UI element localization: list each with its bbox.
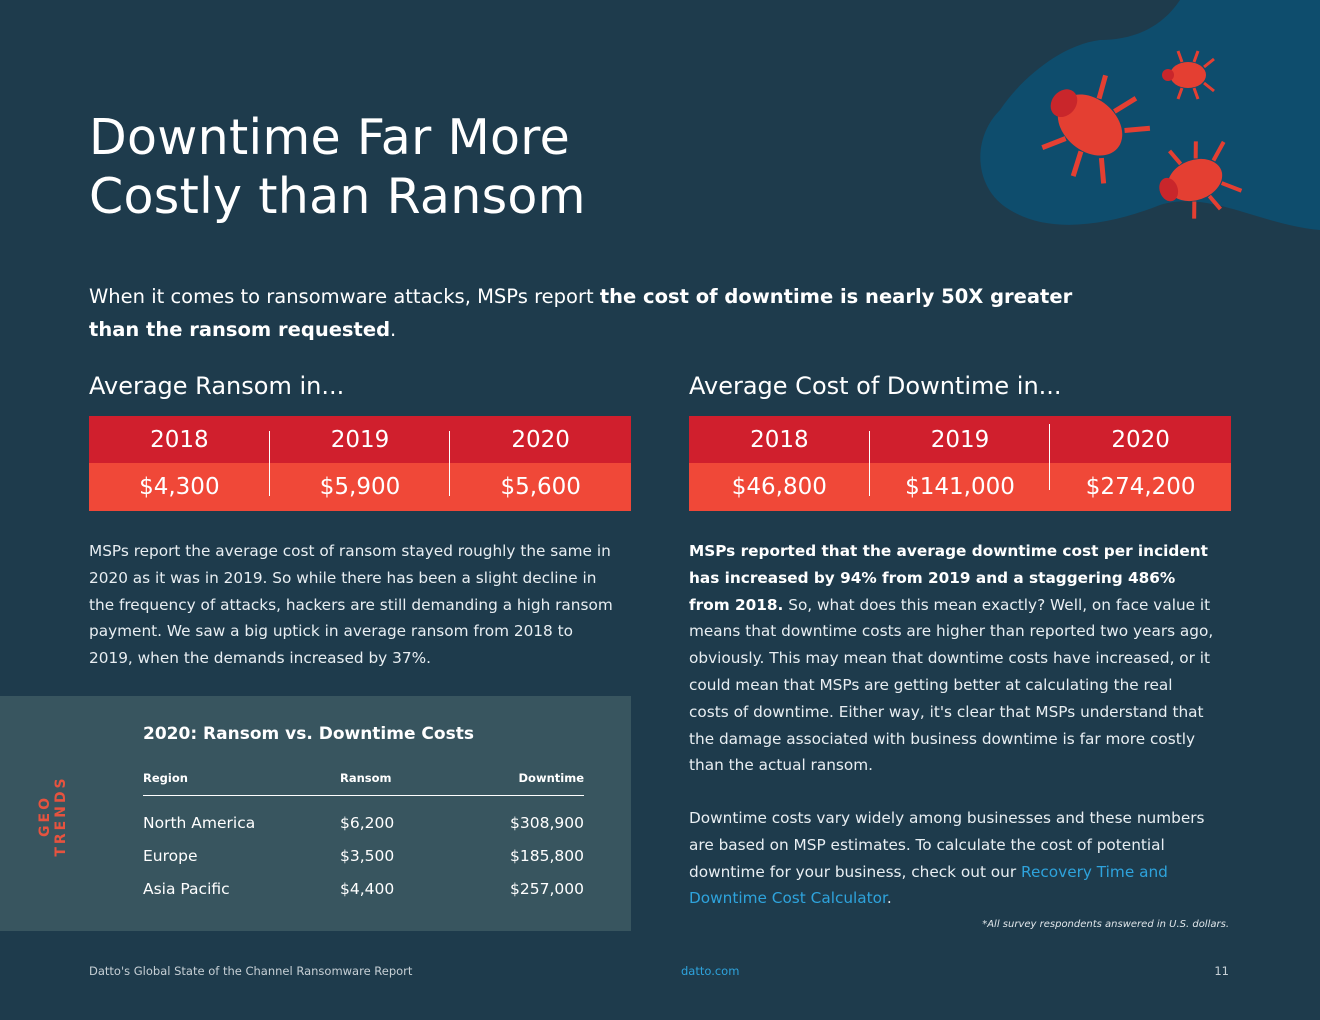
geo-table-title: 2020: Ransom vs. Downtime Costs xyxy=(143,724,474,744)
ransom-description: MSPs report the average cost of ransom stayed roughly the same in 2020 as it was in 2019. So while there has been a slight decline in the frequency of attacks, hackers are still demanding a high ransom payment. We saw a big uptick in average ransom from 2018 to 2019, when the demands increased by 37%. xyxy=(89,542,613,668)
downtime-value: $274,200 xyxy=(1085,474,1196,500)
geo-header-region: Region xyxy=(143,771,188,785)
downtime-year: 2018 xyxy=(750,426,809,453)
downtime-table xyxy=(689,416,1231,511)
downtime-description xyxy=(689,538,1214,779)
geo-header-downtime: Downtime xyxy=(518,771,584,785)
title-line-2: Costly than Ransom xyxy=(89,168,586,225)
geo-downtime: $308,900 xyxy=(510,814,584,832)
downtime-heading: Average Cost of Downtime in... xyxy=(689,372,1062,400)
intro-end: . xyxy=(390,318,397,341)
footer-site-link[interactable]: datto.com xyxy=(681,964,740,978)
column-divider xyxy=(269,431,270,496)
ransom-value: $5,600 xyxy=(500,474,581,500)
ransom-heading: Average Ransom in... xyxy=(89,372,345,400)
column-divider xyxy=(1049,424,1050,490)
geo-downtime: $257,000 xyxy=(510,880,584,898)
footnote: *All survey respondents answered in U.S. dollars. xyxy=(982,919,1229,930)
calculator-link[interactable]: Recovery Time and Downtime Cost Calculator xyxy=(689,862,1168,908)
calculator-text: Downtime costs vary widely among businesses and these numbers are based on MSP estimates. To calculate the cost of potential downtime for your business, check out our xyxy=(689,809,1205,881)
title-line-1: Downtime Far More xyxy=(89,109,571,166)
geo-region: North America xyxy=(143,814,256,832)
downtime-value: $46,800 xyxy=(731,474,827,500)
page-number: 11 xyxy=(1214,964,1229,978)
intro-paragraph xyxy=(89,280,1089,346)
geo-ransom: $3,500 xyxy=(340,847,395,865)
downtime-value: $141,000 xyxy=(905,474,1015,500)
geo-trends-label: GEO TRENDS xyxy=(37,775,69,857)
calculator-text-end: . xyxy=(886,889,892,908)
ransom-year: 2019 xyxy=(330,426,390,453)
geo-region: Europe xyxy=(143,847,198,865)
blob-shape xyxy=(980,0,1320,230)
geo-header-rule xyxy=(143,795,584,796)
column-divider xyxy=(869,431,870,496)
geo-header-ransom: Ransom xyxy=(340,771,392,785)
downtime-year: 2019 xyxy=(930,426,990,453)
footer-report-title: Datto's Global State of the Channel Ransomware Report xyxy=(89,964,413,978)
geo-region: Asia Pacific xyxy=(143,880,230,898)
ransom-table xyxy=(89,416,631,511)
intro-text: When it comes to ransomware attacks, MSPs report xyxy=(89,285,600,308)
geo-ransom: $6,200 xyxy=(340,814,395,832)
geo-ransom: $4,400 xyxy=(340,880,395,898)
ransom-value: $5,900 xyxy=(319,474,401,500)
ransom-year: 2020 xyxy=(511,426,570,453)
downtime-year: 2020 xyxy=(1111,426,1170,453)
geo-downtime: $185,800 xyxy=(510,847,584,865)
downtime-bold-text: MSPs reported that the average downtime cost per incident has increased by 94% from 2019 and a staggering 486% from 2018. xyxy=(689,542,1208,614)
downtime-calculator-paragraph xyxy=(689,805,1214,912)
downtime-text: So, what does this mean exactly? Well, on face value it means that downtime costs are higher than reported two years ago, obviously. This may mean that downtime costs have increased, or it could mean that MSPs are getting better at calculating the real costs of downtime. Either way, it's clear that MSPs understand that the damage associated with business downtime is far more costly than the actual ransom. xyxy=(689,595,1214,775)
ransom-value: $4,300 xyxy=(139,474,220,500)
page-title xyxy=(89,108,586,226)
column-divider xyxy=(449,431,450,496)
intro-bold-text: the cost of downtime is nearly 50X greater than the ransom requested xyxy=(89,285,1073,341)
ransom-year: 2018 xyxy=(150,426,209,453)
